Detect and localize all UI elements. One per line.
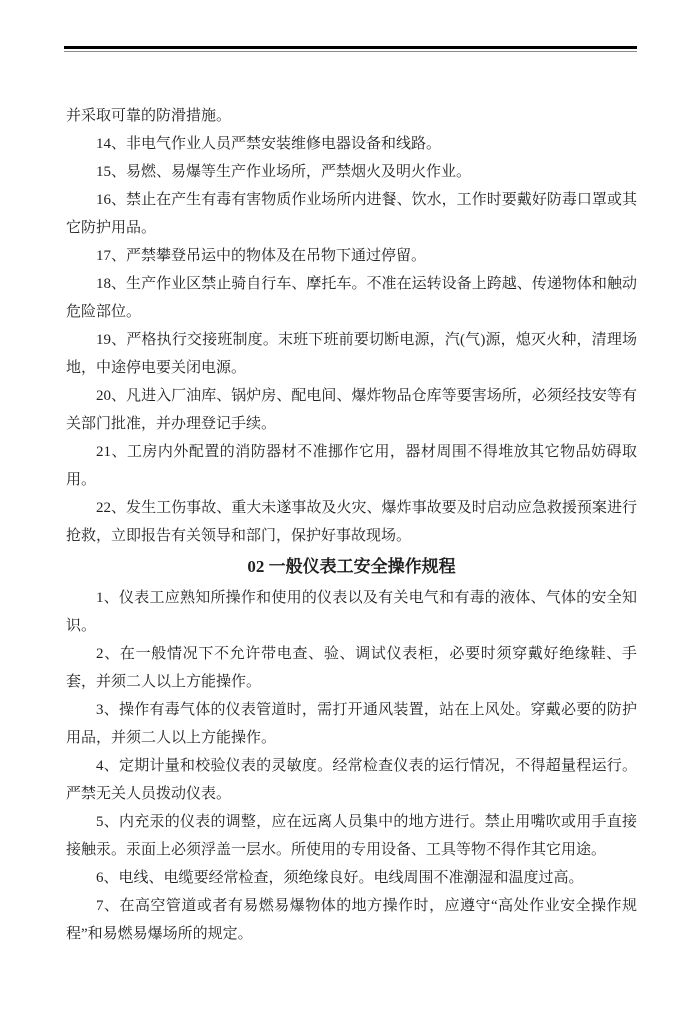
list-item-20: 20、凡进入厂油库、锅炉房、配电间、爆炸物品仓库等要害场所，必须经技安等有关部门批准，并办理登记手续。 xyxy=(66,388,637,432)
list-item-19: 19、严格执行交接班制度。末班下班前要切断电源，汽(气)源，熄灭火种，清理场地，中途停电要关闭电源。 xyxy=(66,332,637,376)
list-item-3: 3、操作有毒气体的仪表管道时，需打开通风装置，站在上风处。穿戴必要的防护用品，并须二人以上方能操作。 xyxy=(66,702,637,746)
section-heading: 02 一般仪表工安全操作规程 xyxy=(247,557,456,576)
list-item-14: 14、非电气作业人员严禁安装维修电器设备和线路。 xyxy=(96,136,442,152)
list-item-18: 18、生产作业区禁止骑自行车、摩托车。不准在运转设备上跨越、传递物体和触动危险部位。 xyxy=(66,276,637,320)
paragraph-continuation: 并采取可靠的防滑措施。 xyxy=(66,108,232,124)
header-border-rule xyxy=(64,46,637,52)
list-item-15: 15、易燃、易爆等生产作业场所，严禁烟火及明火作业。 xyxy=(96,164,472,180)
list-item-7: 7、在高空管道或者有易燃易爆物体的地方操作时，应遵守“高处作业安全操作规程”和易燃易爆场所的规定。 xyxy=(66,898,637,942)
list-item-17: 17、严禁攀登吊运中的物体及在吊物下通过停留。 xyxy=(96,248,427,264)
document-page xyxy=(0,46,700,1036)
list-item-1: 1、仪表工应熟知所操作和使用的仪表以及有关电气和有毒的液体、气体的安全知识。 xyxy=(66,590,637,634)
list-item-6: 6、电线、电缆要经常检查，须绝缘良好。电线周围不准潮湿和温度过高。 xyxy=(96,870,584,886)
document-content xyxy=(66,102,637,948)
list-item-16: 16、禁止在产生有毒有害物质作业场所内进餐、饮水，工作时要戴好防毒口罩或其它防护用品。 xyxy=(66,192,637,236)
list-item-5: 5、内充汞的仪表的调整，应在远离人员集中的地方进行。禁止用嘴吹或用手直接接触汞。汞面上必须浮盖一层水。所使用的专用设备、工具等物不得作其它用途。 xyxy=(66,814,637,858)
list-item-21: 21、工房内外配置的消防器材不准挪作它用，器材周围不得堆放其它物品妨碍取用。 xyxy=(66,444,637,488)
list-item-4: 4、定期计量和校验仪表的灵敏度。经常检查仪表的运行情况，不得超量程运行。严禁无关人员拨动仪表。 xyxy=(66,758,637,802)
list-item-22: 22、发生工伤事故、重大未遂事故及火灾、爆炸事故要及时启动应急救援预案进行抢救，立即报告有关领导和部门，保护好事故现场。 xyxy=(66,500,637,544)
list-item-2: 2、在一般情况下不允许带电查、验、调试仪表柜，必要时须穿戴好绝缘鞋、手套，并须二人以上方能操作。 xyxy=(66,646,637,690)
